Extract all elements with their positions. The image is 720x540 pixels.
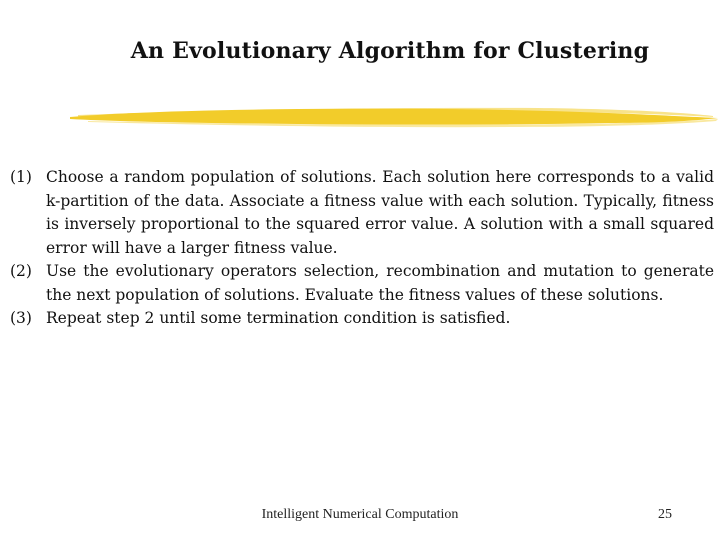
step-number: (2) — [10, 262, 32, 280]
step-item — [10, 260, 714, 307]
step-number: (3) — [10, 309, 32, 327]
step-item — [10, 166, 714, 260]
step-number: (1) — [10, 168, 32, 186]
brush-stroke-divider — [68, 104, 720, 130]
footer-text: Intelligent Numerical Computation — [261, 507, 459, 522]
step-item — [10, 307, 714, 331]
page-number: 25 — [658, 507, 672, 522]
step-text: Repeat step 2 until some termination condition is satisfied. — [46, 309, 511, 327]
algorithm-steps — [10, 166, 714, 331]
step-text: Use the evolutionary operators selection, recombination and mutation to generate the next population of solutions. Evaluate the fitness values of these solutions. — [46, 262, 714, 304]
slide-title: An Evolutionary Algorithm for Clustering — [130, 38, 650, 64]
step-text: Choose a random population of solutions. Each solution here corresponds to a valid k-partition of the data. Associate a fitness value with each solution. Typically, fitness is inversely proportional to the squared error value. A solution with a small squared error will have a larger fitness value. — [46, 168, 714, 257]
